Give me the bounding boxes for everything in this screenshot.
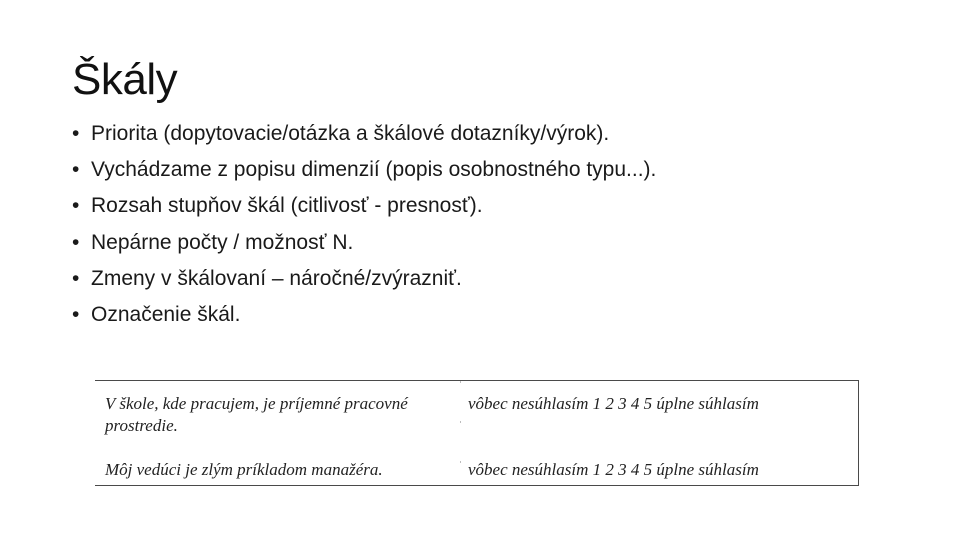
column-divider: [460, 381, 461, 485]
bullet-item: [72, 116, 656, 152]
bullet-text: Priorita (dopytovacie/otázka a škálové dotazníky/výrok).: [91, 122, 610, 145]
bullet-dot-icon: •: [72, 158, 80, 182]
bullet-text: Nepárne počty / možnosť N.: [91, 230, 354, 254]
bullet-text: Vychádzame z popisu dimenzií (popis osobnostného typu...).: [91, 158, 657, 182]
scale-text: vôbec nesúhlasím 1 2 3 4 5 úplne súhlasím: [468, 394, 759, 413]
bullet-list: [72, 116, 656, 333]
bullet-dot-icon: •: [72, 194, 80, 218]
bullet-text: Rozsah stupňov škál (citlivosť - presnosť).: [91, 194, 483, 218]
bullet-dot-icon: •: [72, 122, 80, 145]
bullet-item: [72, 188, 656, 224]
bullet-item: [72, 297, 656, 333]
bullet-dot-icon: •: [72, 266, 80, 290]
bullet-text: Označenie škál.: [91, 303, 241, 327]
likert-scale-example-image: [95, 380, 859, 486]
bullet-dot-icon: •: [72, 230, 80, 254]
bullet-item: [72, 225, 656, 261]
bullet-text: Zmeny v škálovaní – náročné/zvýrazniť.: [91, 266, 462, 290]
statement-text: V škole, kde pracujem, je príjemné pracovné prostredie.: [105, 394, 408, 435]
bullet-item: [72, 152, 656, 188]
scale-text: vôbec nesúhlasím 1 2 3 4 5 úplne súhlasím: [468, 460, 759, 479]
slide-title: Škály: [72, 55, 178, 104]
bullet-item: [72, 261, 656, 297]
bullet-dot-icon: •: [72, 303, 80, 327]
statement-text: Môj vedúci je zlým príkladom manažéra.: [105, 460, 383, 479]
